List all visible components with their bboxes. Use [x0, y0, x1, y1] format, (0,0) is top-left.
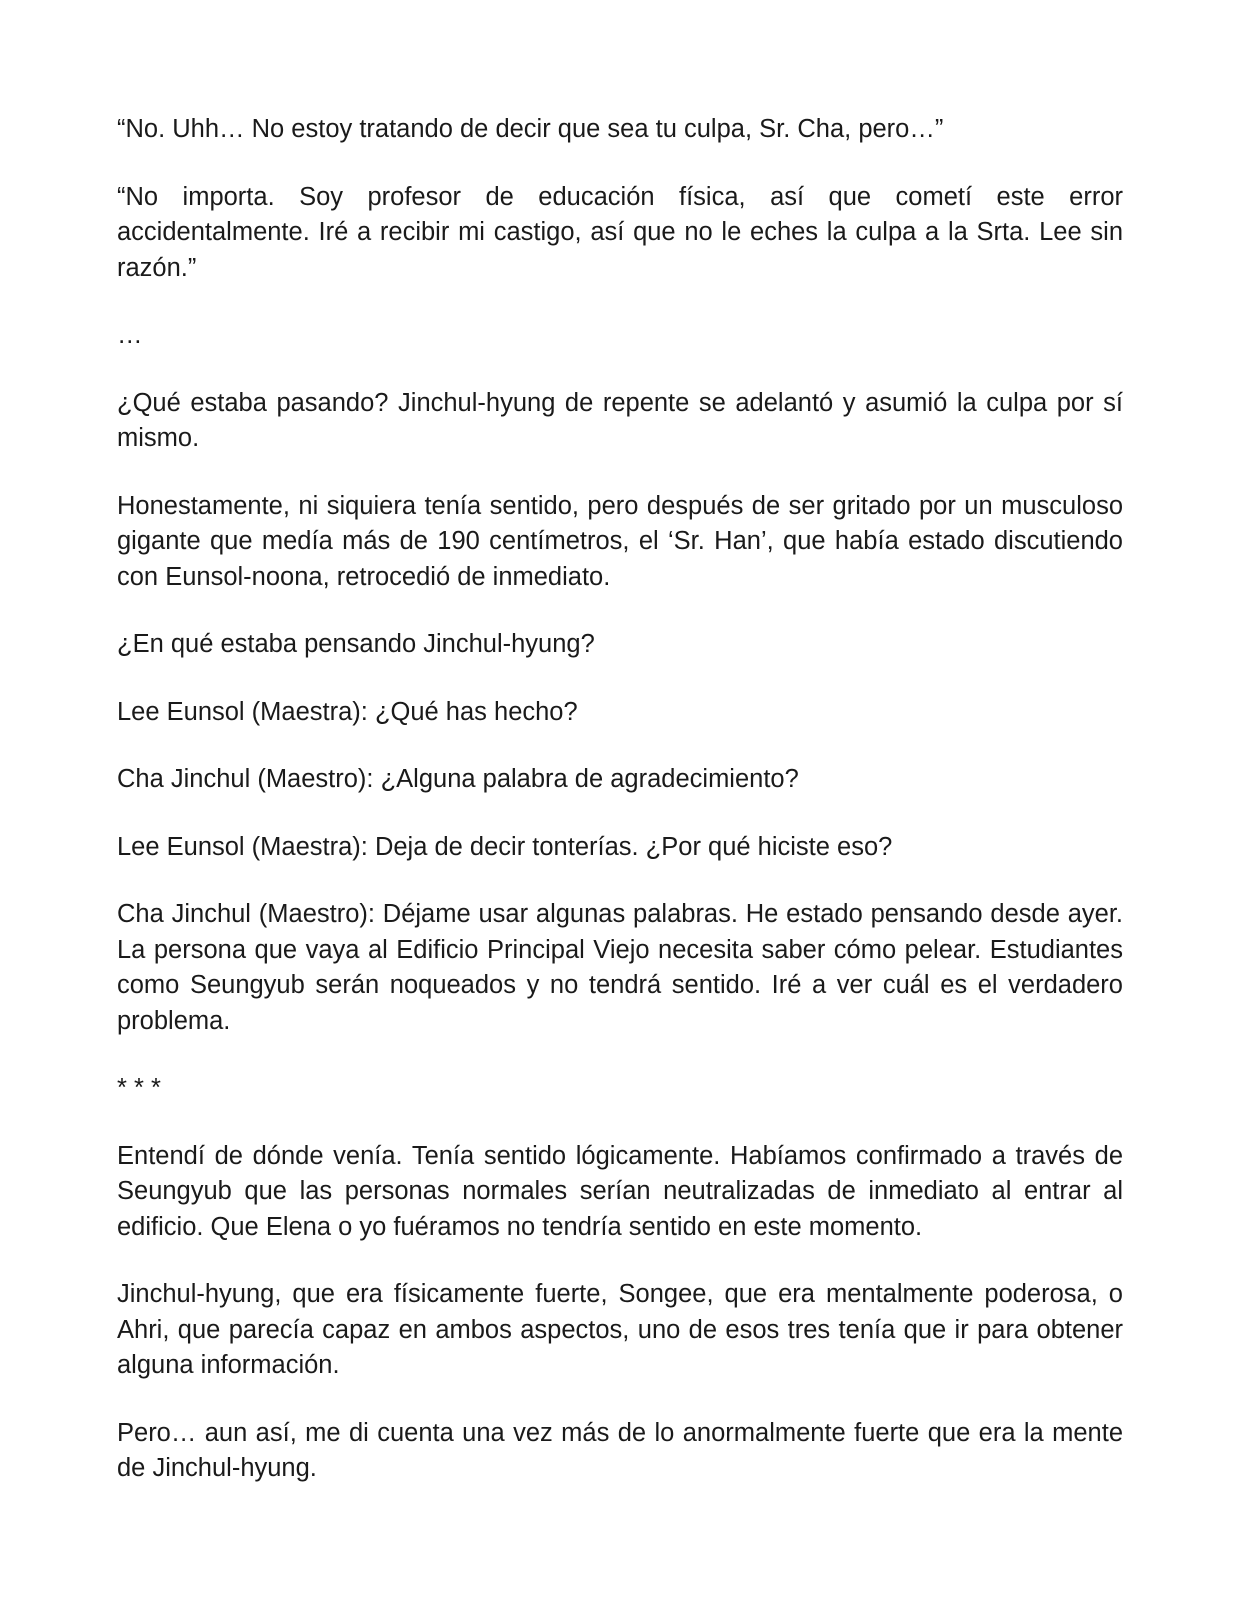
section-separator: * * *: [117, 1074, 161, 1102]
paragraph-chat-2: Cha Jinchul (Maestro): ¿Alguna palabra de agradecimiento?: [117, 765, 799, 793]
paragraph-narration-4: Entendí de dónde venía. Tenía sentido lógicamente. Habíamos confirmado a través de Seungyub que las personas normales serían neutralizadas de inmediato al entrar al edificio. Que Elena o yo fuéramos no tendría sentido en este momento.: [117, 1141, 1123, 1241]
paragraph-dialogue-1: “No. Uhh… No estoy tratando de decir que sea tu culpa, Sr. Cha, pero…”: [117, 115, 944, 143]
document-page: [117, 112, 1123, 1519]
paragraph-ellipsis: …: [117, 321, 143, 349]
paragraph-chat-1: Lee Eunsol (Maestra): ¿Qué has hecho?: [117, 697, 578, 726]
paragraph-narration-3: ¿En qué estaba pensando Jinchul-hyung?: [117, 630, 595, 658]
paragraph-narration-2: Honestamente, ni siquiera tenía sentido, pero después de ser gritado por un musculoso gigante que medía más de 190 centímetros, el ‘Sr. Han’, que había estado discutiendo con Eunsol-noona, retrocedió de inmediato.: [117, 491, 1123, 591]
paragraph-chat-4: Cha Jinchul (Maestro): Déjame usar algunas palabras. He estado pensando desde ayer. La persona que vaya al Edificio Principal Viejo necesita saber cómo pelear. Estudiantes como Seungyub serán noqueados y no tendrá sentido. Iré a ver cuál es el verdadero problema.: [117, 900, 1123, 1035]
paragraph-narration-1: ¿Qué estaba pasando? Jinchul-hyung de repente se adelantó y asumió la culpa por sí mismo.: [117, 388, 1123, 452]
paragraph-narration-6: Pero… aun así, me di cuenta una vez más de lo anormalmente fuerte que era la mente de Jinchul-hyung.: [117, 1418, 1123, 1482]
paragraph-dialogue-2: “No importa. Soy profesor de educación física, así que cometí este error accidentalmente. Iré a recibir mi castigo, así que no le eches la culpa a la Srta. Lee sin razón.”: [117, 182, 1123, 282]
paragraph-narration-5: Jinchul-hyung, que era físicamente fuerte, Songee, que era mentalmente poderosa, o Ahri, que parecía capaz en ambos aspectos, uno de esos tres tenía que ir para obtener alguna información.: [117, 1280, 1123, 1379]
paragraph-chat-3: Lee Eunsol (Maestra): Deja de decir tonterías. ¿Por qué hiciste eso?: [117, 832, 893, 861]
